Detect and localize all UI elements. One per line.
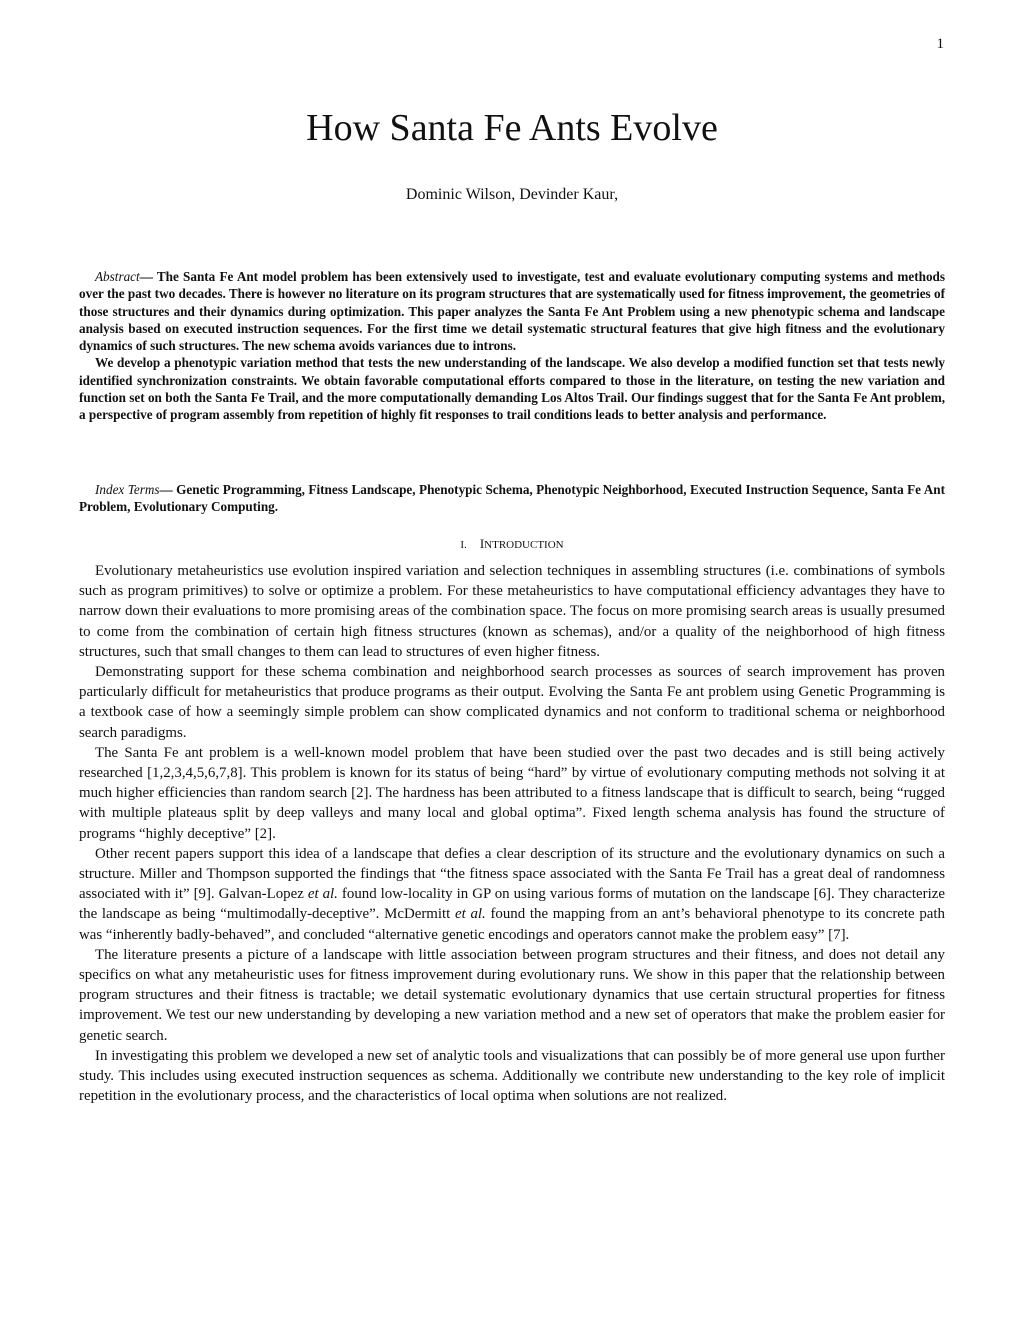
abstract-paragraph-1 xyxy=(79,268,945,354)
index-terms xyxy=(79,481,945,516)
intro-p4-etal-1: et al. xyxy=(307,886,338,903)
section-numeral: I. xyxy=(460,539,467,551)
abstract-paragraph-2: We develop a phenotypic variation method that tests the new understanding of the landscape. We also develop a modified function set that tests newly identified synchronization constraints. We obtain favorable computational efforts compared to those in the literature, on testing the new variation and function set on both the Santa Fe Trail, and the more computationally demanding Los Altos Trail. Our findings suggest that for the Santa Fe Ant problem, a perspective of program assembly from repetition of highly fit responses to trail conditions leads to better analysis and performance. xyxy=(79,355,945,423)
paper-title: How Santa Fe Ants Evolve xyxy=(306,107,718,149)
intro-paragraph-6: In investigating this problem we developed a new set of analytic tools and visualizations that can possibly be of more general use upon further study. This includes using executed instruction sequences as schema. Additionally we contribute new understanding to the key role of implicit repetition in the evolutionary process, and the characteristics of local optima when solutions are not realized. xyxy=(79,1047,945,1105)
index-terms-text: Genetic Programming, Fitness Landscape, Phenotypic Schema, Phenotypic Neighborhood, Executed Instruction Sequence, Santa Fe Ant Problem, Evolutionary Computing. xyxy=(79,482,945,515)
section-rest: NTRODUCTION xyxy=(484,539,564,551)
section-heading-introduction xyxy=(0,536,1024,552)
intro-p4-part-a: Other recent papers support this idea of a landscape that defies a clear description of its structure and the evolutionary dynamics on such a structure. Miller and Thompson supported the findings that “the fitness space associated with the Santa Fe Trail has a great deal of randomness associated with it” [9]. Galvan-Lopez xyxy=(79,845,945,903)
intro-paragraph-3: The Santa Fe ant problem is a well-known model problem that have been studied over the past two decades and is still being actively researched [1,2,3,4,5,6,7,8]. This problem is known for its status of being “hard” by virtue of evolutionary computing methods not solving it at much higher efficiencies than random search [2]. The hardness has been attributed to a fitness landscape that is difficult to search, being “rugged with multiple plateaus split by deep valleys and many local and global optima”. Fixed length schema analysis has found the structure of programs “highly deceptive” [2]. xyxy=(79,744,945,842)
author-list: Dominic Wilson, Devinder Kaur, xyxy=(405,186,619,203)
section-initial: I xyxy=(479,536,485,551)
intro-paragraph-4 xyxy=(79,844,945,945)
intro-paragraph-2: Demonstrating support for these schema combination and neighborhood search processes as sources of search improvement has proven particularly difficult for metaheuristics that produce programs as their output. Evolving the Santa Fe ant problem using Genetic Programming is a textbook case of how a seemingly simple problem can show complicated dynamics and not conform to traditional schema or neighborhood search paradigms. xyxy=(79,664,945,741)
intro-p4-part-c: found the mapping from an ant’s behavioral phenotype to its concrete path was “inherently badly-behaved”, and concluded “alternative genetic encodings and operators cannot make the problem easy” [7]. xyxy=(79,906,945,943)
index-terms-dash: — xyxy=(159,482,173,497)
intro-p4-etal-2: et al. xyxy=(454,906,486,923)
abstract-dash: — xyxy=(139,269,153,284)
abstract xyxy=(79,268,945,424)
intro-paragraph-5: The literature presents a picture of a landscape with little association between program structures and their fitness, and does not detail any specifics on what any metaheuristic uses for fitness improvement during evolutionary runs. We show in this paper that the relationship between program structures and their fitness is tractable; we detail systematic evolutionary dynamics that use certain structural properties for fitness improvement. We test our new understanding by developing a new variation method and a new set of operators that make the problem easier for genetic search. xyxy=(79,946,945,1044)
page-number: 1 xyxy=(936,36,944,52)
intro-p4-part-b: found low-locality in GP on using various forms of mutation on the landscape [6]. They characterize the landscape as being “multimodally-deceptive”. McDermitt xyxy=(79,886,945,923)
introduction-body xyxy=(79,561,945,1106)
intro-paragraph-1: Evolutionary metaheuristics use evolution inspired variation and selection techniques in assembling structures (i.e. combinations of symbols such as program primitives) to solve or optimize a problem. For these metaheuristics to have computational efficiency advantages they have to narrow down their evaluations to more promising areas of the combination space. The focus on more promising search areas is usually presumed to come from the combination of certain high fitness structures (known as schemas), and/or a quality of the neighborhood of high fitness structures, such that small changes to them can lead to structures of even higher fitness. xyxy=(79,563,945,660)
index-terms-label: Index Terms xyxy=(95,482,160,497)
abstract-text-1: The Santa Fe Ant model problem has been extensively used to investigate, test and evaluate evolutionary computing systems and methods over the past two decades. There is however no literature on its program structures that are systematically used for fitness improvement, the geometries of those structures and their dynamics during optimization. This paper analyzes the Santa Fe Ant Problem using a new phenotypic schema and landscape analysis based on executed instruction sequences. For the first time we detail systematic structural features that give high fitness and the evolutionary dynamics of such structures. The new schema avoids variances due to introns. xyxy=(79,269,945,354)
abstract-label: Abstract xyxy=(95,269,140,284)
